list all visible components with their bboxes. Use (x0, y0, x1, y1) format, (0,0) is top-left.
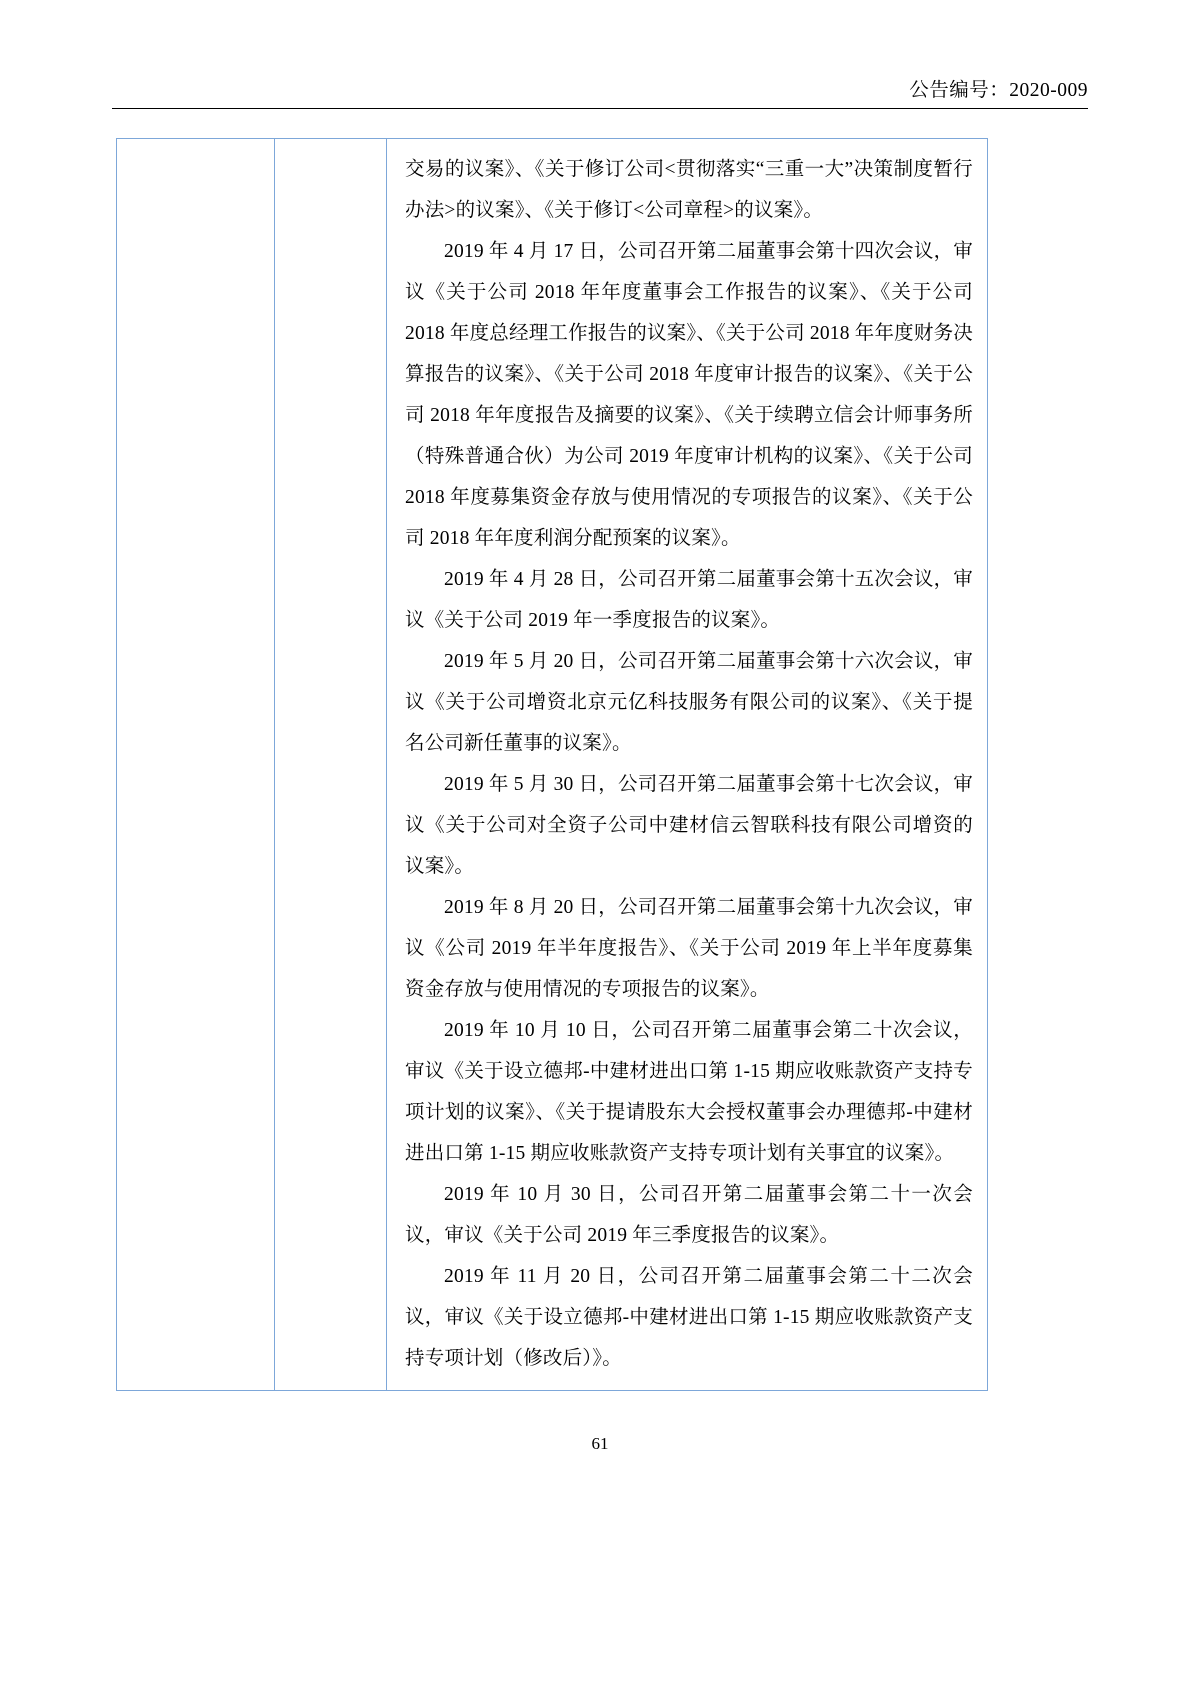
paragraph: 2019 年 10 月 10 日，公司召开第二届董事会第二十次会议，审议《关于设立德邦-中建材进出口第 1-15 期应收账款资产支持专项计划的议案》、《关于提请股东大会授权董事会办理德邦-中建材进出口第 1-15 期应收账款资产支持专项计划有关事宜的议案》。 (405, 1020, 973, 1164)
paragraph: 2019 年 10 月 30 日，公司召开第二届董事会第二十一次会议，审议《关于公司 2019 年三季度报告的议案》。 (405, 1184, 973, 1246)
page-number: 61 (591, 1434, 609, 1453)
table-column-2 (275, 139, 387, 1390)
paragraph: 交易的议案》、《关于修订公司<贯彻落实“三重一大”决策制度暂行办法>的议案》、《关于修订<公司章程>的议案》。 (405, 159, 973, 221)
paragraph: 2019 年 4 月 28 日，公司召开第二届董事会第十五次会议，审议《关于公司 2019 年一季度报告的议案》。 (405, 569, 973, 631)
paragraph: 2019 年 5 月 30 日，公司召开第二届董事会第十七次会议，审议《关于公司对全资子公司中建材信云智联科技有限公司增资的议案》。 (405, 774, 973, 877)
table-column-1 (117, 139, 275, 1390)
content-table (116, 138, 988, 1391)
paragraph: 2019 年 11 月 20 日，公司召开第二届董事会第二十二次会议，审议《关于设立德邦-中建材进出口第 1-15 期应收账款资产支持专项计划（修改后）》。 (405, 1266, 973, 1369)
header-divider (112, 108, 1088, 109)
paragraph: 2019 年 4 月 17 日，公司召开第二届董事会第十四次会议，审议《关于公司 2018 年年度董事会工作报告的议案》、《关于公司 2018 年度总经理工作报告的议案》、《关于公司 2018 年年度财务决算报告的议案》、《关于公司 2018 年度审计报告的议案》、《关于公司 2018 年年度报告及摘要的议案》、《关于续聘立信会计师事务所（特殊普通合伙）为公司 2019 年度审计机构的议案》、《关于公司 2018 年度募集资金存放与使用情况的专项报告的议案》、《关于公司 2018 年年度利润分配预案的议案》。 (405, 241, 979, 549)
paragraph: 2019 年 5 月 20 日，公司召开第二届董事会第十六次会议，审议《关于公司增资北京元亿科技服务有限公司的议案》、《关于提名公司新任董事的议案》。 (405, 651, 973, 754)
page-header-notice-number: 公告编号：2020-009 (909, 80, 1088, 101)
paragraph: 2019 年 8 月 20 日，公司召开第二届董事会第十九次会议，审议《公司 2019 年半年度报告》、《关于公司 2019 年上半年度募集资金存放与使用情况的专项报告的议案》。 (405, 897, 973, 1000)
table-column-3-body (387, 139, 987, 1390)
